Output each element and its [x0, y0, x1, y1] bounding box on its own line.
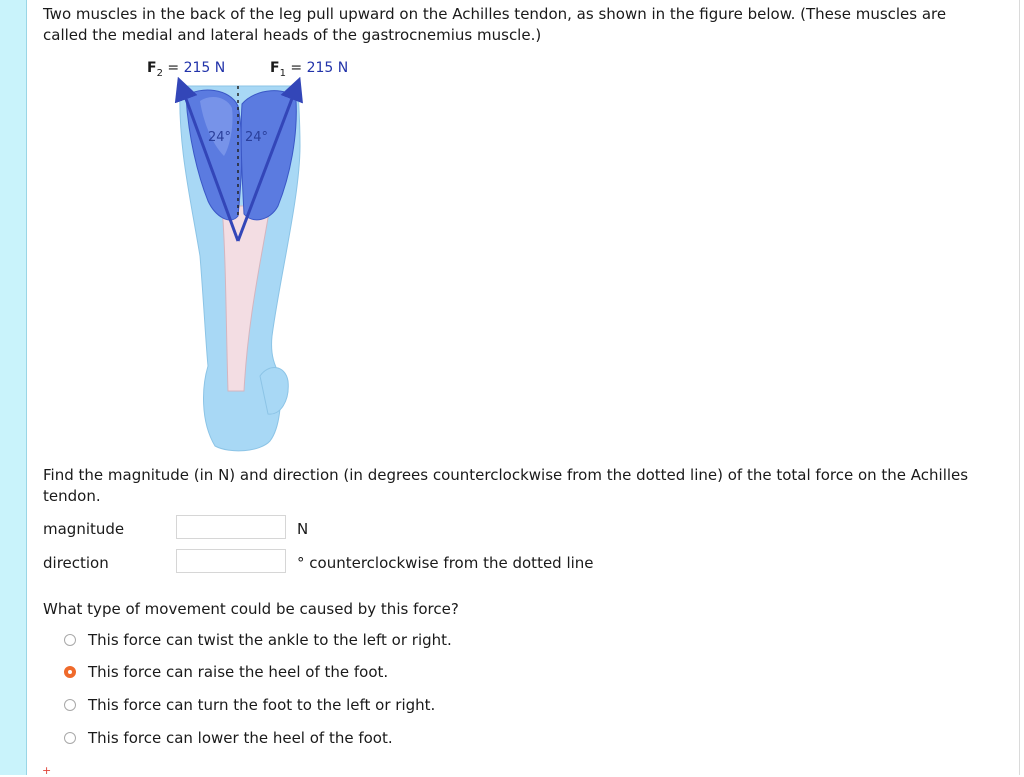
- mc-option-4[interactable]: [64, 728, 393, 748]
- mc-option-text: This force can raise the heel of the foot.: [88, 663, 389, 681]
- f2-sub: 2: [156, 67, 163, 79]
- radio-button[interactable]: [64, 732, 76, 744]
- magnitude-unit: N: [297, 520, 309, 538]
- f2-name: F: [147, 60, 157, 76]
- radio-button-selected[interactable]: [64, 666, 76, 678]
- plus-icon: +: [42, 764, 52, 777]
- f1-name: F: [270, 60, 280, 76]
- radio-button[interactable]: [64, 634, 76, 646]
- mc-option-3[interactable]: [64, 695, 435, 715]
- magnitude-input[interactable]: [176, 515, 286, 539]
- mc-option-text: This force can twist the ankle to the left or right.: [88, 631, 452, 649]
- intro-text: Two muscles in the back of the leg pull upward on the Achilles tendon, as shown in the figure below. (These muscles are called the medial and lateral heads of the gastrocnemius muscle.): [43, 5, 947, 44]
- f1-sub: 1: [279, 67, 286, 79]
- leg-figure: [140, 56, 370, 456]
- mc-option-2[interactable]: [64, 662, 388, 682]
- angle-right-label: 24°: [245, 130, 269, 145]
- f1-eq: =: [285, 60, 307, 76]
- direction-unit: ° counterclockwise from the dotted line: [297, 554, 594, 572]
- question-text: Find the magnitude (in N) and direction (in degrees counterclockwise from the dotted line) of the total force on the Achilles tendon.: [43, 466, 969, 505]
- left-sidebar-strip: [0, 0, 26, 775]
- f2-value: 215 N: [183, 60, 226, 76]
- mc-option-text: This force can turn the foot to the left or right.: [88, 696, 436, 714]
- direction-label: direction: [43, 554, 109, 572]
- radio-button[interactable]: [64, 699, 76, 711]
- mc-option-1[interactable]: [64, 630, 452, 650]
- mc-option-text: This force can lower the heel of the foot.: [88, 729, 393, 747]
- f2-eq: =: [162, 60, 184, 76]
- mc-question: What type of movement could be caused by this force?: [43, 600, 459, 618]
- right-edge-border: [1019, 0, 1024, 775]
- f1-value: 215 N: [306, 60, 349, 76]
- angle-left-label: 24°: [208, 130, 232, 145]
- magnitude-label: magnitude: [43, 520, 125, 538]
- direction-input[interactable]: [176, 549, 286, 573]
